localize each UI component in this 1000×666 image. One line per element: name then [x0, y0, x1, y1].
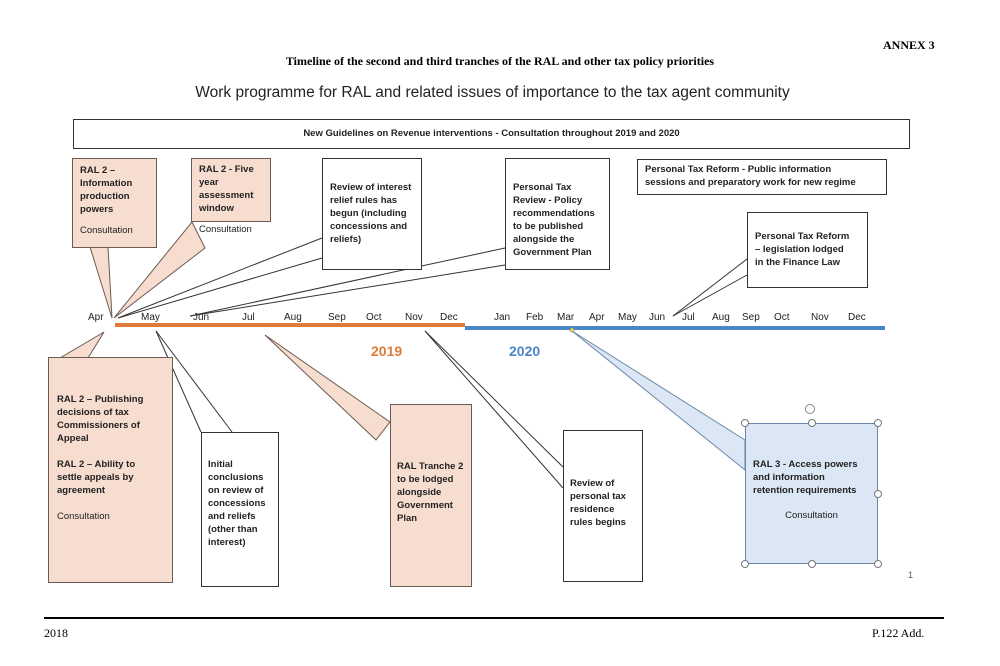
- month-2020-jun: Jun: [649, 312, 666, 323]
- box-interest-relief-title: Review of interest relief rules has begun (including concessions and reliefs): [330, 182, 412, 245]
- slide-page-number: 1: [908, 570, 914, 580]
- box-ral3-access-powers[interactable]: [745, 423, 878, 564]
- box-ptr-information-sessions: [637, 159, 887, 195]
- month-2019-jul: Jul: [242, 312, 255, 323]
- box-personal-tax-review-title: Personal Tax Review - Policy recommendations to be published alongside the Government Plan: [513, 182, 595, 258]
- month-2020-jul: Jul: [682, 312, 695, 323]
- box-ral-tranche2: [390, 404, 472, 587]
- resize-handle-tr[interactable]: [874, 419, 882, 427]
- callout-tail-ral2-publishing: [60, 332, 104, 358]
- box-ptr-legislation: [747, 212, 868, 288]
- month-2019-jun: Jun: [193, 312, 210, 323]
- month-2020-aug: Aug: [712, 312, 730, 323]
- banner-text: New Guidelines on Revenue interventions - Consultation throughout 2019 and 2020: [303, 128, 680, 139]
- box-ral2-five-year-sub: Consultation: [199, 224, 252, 235]
- month-2020-sep: Sep: [742, 312, 760, 323]
- month-2020-apr: Apr: [589, 312, 605, 323]
- box-ral3-sub: Consultation: [785, 510, 838, 521]
- month-2020-dec: Dec: [848, 312, 866, 323]
- resize-handle-bl[interactable]: [741, 560, 749, 568]
- footer-rule: [44, 617, 944, 619]
- month-2020-may: May: [618, 312, 637, 323]
- box-ral2-publishing-decisions: [48, 357, 173, 583]
- month-2020-mar: Mar: [557, 312, 575, 323]
- connector-ptr-leg-1: [673, 259, 747, 316]
- box-ptr-legislation-title: Personal Tax Reform – legislation lodged in the Finance Law: [755, 231, 850, 268]
- box-ral2-information-powers: [72, 158, 157, 248]
- rotate-handle-icon[interactable]: [805, 404, 815, 414]
- diagram-subtitle: Work programme for RAL and related issues of importance to the tax agent community: [195, 84, 790, 101]
- month-2019-oct: Oct: [366, 312, 382, 323]
- box-ral2-five-year-title: RAL 2 - Five year assessment window: [199, 164, 254, 214]
- year-label-2019: 2019: [371, 343, 403, 359]
- resize-handle-bm[interactable]: [808, 560, 816, 568]
- box-ral2-publishing-sub: Consultation: [57, 511, 110, 522]
- connector-ptr-2: [190, 265, 505, 316]
- box-ral2-settle-title: RAL 2 – Ability to settle appeals by agreement: [57, 459, 136, 496]
- month-2019-dec: Dec: [440, 312, 458, 323]
- footer-page-ref: P.122 Add.: [872, 626, 925, 640]
- month-2020-oct: Oct: [774, 312, 790, 323]
- month-2020-feb: Feb: [526, 312, 544, 323]
- year-label-2020: 2020: [509, 343, 541, 359]
- box-ral2-five-year-window: [191, 158, 271, 235]
- month-2020-jan: Jan: [494, 312, 511, 323]
- annex-label: ANNEX 3: [883, 38, 935, 52]
- resize-handle-tl[interactable]: [741, 419, 749, 427]
- connector-ptr-leg-2: [673, 275, 747, 316]
- box-residence-rules-title: Review of personal tax residence rules begins: [570, 478, 626, 528]
- document-title: Timeline of the second and third tranches of the RAL and other tax policy priorities: [285, 54, 715, 68]
- resize-handle-tm[interactable]: [808, 419, 816, 427]
- month-2020-nov: Nov: [811, 312, 829, 323]
- box-ral2-publishing-title: RAL 2 – Publishing decisions of tax Commissioners of Appeal: [57, 394, 144, 444]
- box-residence-rules: [563, 430, 643, 582]
- month-2019-sep: Sep: [328, 312, 346, 323]
- box-ral2-information-sub: Consultation: [80, 225, 133, 236]
- box-interest-relief-review: [322, 158, 422, 270]
- month-2019-nov: Nov: [405, 312, 423, 323]
- ral3-anchor-handle: [570, 328, 574, 332]
- resize-handle-br[interactable]: [874, 560, 882, 568]
- box-ral2-information-title: RAL 2 – Information production powers: [80, 165, 133, 215]
- box-ral-tranche2-title: RAL Tranche 2 to be lodged alongside Government Plan: [397, 461, 464, 524]
- resize-handle-mr[interactable]: [874, 490, 882, 498]
- month-2019-apr: Apr: [88, 312, 104, 323]
- box-initial-conclusions: [201, 432, 279, 587]
- footer-year: 2018: [44, 626, 68, 640]
- box-ptr-information-title: Personal Tax Reform - Public information sessions and preparatory work for new regime: [645, 164, 856, 188]
- box-ral3-title: RAL 3 - Access powers and information retention requirements: [753, 459, 858, 496]
- box-initial-conclusions-title: Initial conclusions on review of concessions and reliefs (other than interest): [208, 459, 266, 548]
- callout-tail-ral2-info: [90, 247, 112, 318]
- month-2019-aug: Aug: [284, 312, 302, 323]
- month-2019-may: May: [141, 312, 160, 323]
- box-personal-tax-review: [505, 158, 610, 270]
